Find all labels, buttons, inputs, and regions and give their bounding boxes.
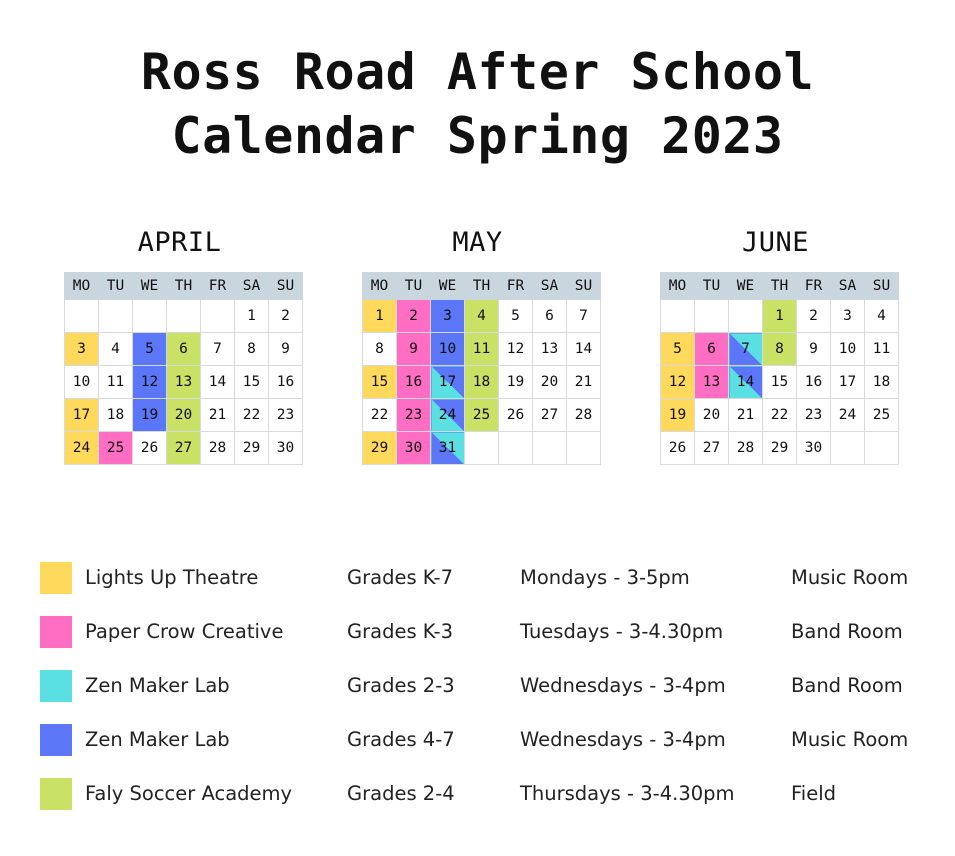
day-cell: 11 xyxy=(465,333,499,366)
day-cell: 10 xyxy=(65,366,99,399)
week-row xyxy=(363,300,601,333)
day-cell: 10 xyxy=(431,333,465,366)
day-cell: 30 xyxy=(269,432,303,465)
program-name: Lights Up Theatre xyxy=(85,566,259,589)
weekday-header: SU xyxy=(269,273,303,300)
program-time: Mondays - 3-5pm xyxy=(520,566,690,589)
day-cell: 24 xyxy=(831,399,865,432)
weekday-header: SA xyxy=(831,273,865,300)
program-time: Wednesdays - 3-4pm xyxy=(520,674,726,697)
day-cell: 16 xyxy=(269,366,303,399)
day-cell: 13 xyxy=(695,366,729,399)
day-cell: 13 xyxy=(533,333,567,366)
day-cell: 17 xyxy=(831,366,865,399)
day-cell: 22 xyxy=(363,399,397,432)
day-cell: 28 xyxy=(567,399,601,432)
empty-day-cell xyxy=(831,432,865,465)
program-name: Faly Soccer Academy xyxy=(85,782,293,805)
day-cell: 2 xyxy=(397,300,431,333)
day-cell: 2 xyxy=(797,300,831,333)
day-cell: 29 xyxy=(235,432,269,465)
day-cell: 13 xyxy=(167,366,201,399)
weekday-header: TH xyxy=(763,273,797,300)
day-cell: 19 xyxy=(133,399,167,432)
day-cell: 29 xyxy=(763,432,797,465)
program-name: Paper Crow Creative xyxy=(85,620,284,643)
day-cell: 7 xyxy=(729,333,763,366)
month-name: APRIL xyxy=(137,227,222,258)
month-name: JUNE xyxy=(741,227,810,258)
week-row xyxy=(363,432,601,465)
month-may xyxy=(362,228,593,465)
day-cell: 12 xyxy=(133,366,167,399)
month-name: MAY xyxy=(452,227,503,258)
day-cell: 17 xyxy=(65,399,99,432)
calendar-grid xyxy=(64,272,303,465)
weekday-header: WE xyxy=(431,273,465,300)
program-grades: Grades K-7 xyxy=(347,566,453,589)
legend-row xyxy=(0,722,955,758)
program-name: Zen Maker Lab xyxy=(85,674,230,697)
program-time: Tuesdays - 3-4.30pm xyxy=(520,620,724,643)
day-cell: 23 xyxy=(397,399,431,432)
day-cell: 1 xyxy=(235,300,269,333)
month-june xyxy=(660,228,891,465)
week-row xyxy=(661,300,899,333)
weekday-header: TU xyxy=(99,273,133,300)
program-room: Band Room xyxy=(791,674,903,697)
legend-row xyxy=(0,560,955,596)
weekday-header-row xyxy=(363,273,601,300)
day-cell: 1 xyxy=(363,300,397,333)
day-cell: 17 xyxy=(431,366,465,399)
empty-day-cell xyxy=(695,300,729,333)
week-row xyxy=(661,399,899,432)
empty-day-cell xyxy=(133,300,167,333)
day-cell: 21 xyxy=(567,366,601,399)
day-cell: 15 xyxy=(363,366,397,399)
weekday-header: FR xyxy=(797,273,831,300)
day-cell: 8 xyxy=(763,333,797,366)
program-room: Field xyxy=(791,782,837,805)
day-cell: 14 xyxy=(729,366,763,399)
day-cell: 6 xyxy=(695,333,729,366)
color-swatch xyxy=(40,562,72,594)
day-cell: 8 xyxy=(235,333,269,366)
day-cell: 14 xyxy=(567,333,601,366)
weekday-header: TH xyxy=(465,273,499,300)
empty-day-cell xyxy=(465,432,499,465)
program-grades: Grades 2-4 xyxy=(347,782,455,805)
day-cell: 27 xyxy=(695,432,729,465)
day-cell: 18 xyxy=(465,366,499,399)
weekday-header-row xyxy=(65,273,303,300)
day-cell: 29 xyxy=(363,432,397,465)
day-cell: 15 xyxy=(763,366,797,399)
program-room: Band Room xyxy=(791,620,903,643)
program-name: Zen Maker Lab xyxy=(85,728,230,751)
day-cell: 7 xyxy=(567,300,601,333)
weekday-header: TU xyxy=(695,273,729,300)
page-title xyxy=(0,40,955,168)
day-cell: 18 xyxy=(865,366,899,399)
day-cell: 21 xyxy=(201,399,235,432)
day-cell: 26 xyxy=(133,432,167,465)
day-cell: 31 xyxy=(431,432,465,465)
day-cell: 24 xyxy=(431,399,465,432)
day-cell: 23 xyxy=(269,399,303,432)
day-cell: 9 xyxy=(797,333,831,366)
day-cell: 9 xyxy=(397,333,431,366)
day-cell: 11 xyxy=(99,366,133,399)
week-row xyxy=(363,399,601,432)
day-cell: 4 xyxy=(865,300,899,333)
day-cell: 3 xyxy=(831,300,865,333)
month-april xyxy=(64,228,295,465)
empty-day-cell xyxy=(201,300,235,333)
day-cell: 3 xyxy=(65,333,99,366)
day-cell: 18 xyxy=(99,399,133,432)
weekday-header: FR xyxy=(499,273,533,300)
day-cell: 23 xyxy=(797,399,831,432)
day-cell: 25 xyxy=(465,399,499,432)
weekday-header: SA xyxy=(533,273,567,300)
day-cell: 4 xyxy=(99,333,133,366)
week-row xyxy=(363,366,601,399)
day-cell: 30 xyxy=(397,432,431,465)
day-cell: 12 xyxy=(661,366,695,399)
week-row xyxy=(661,333,899,366)
day-cell: 25 xyxy=(99,432,133,465)
legend-row xyxy=(0,776,955,812)
week-row xyxy=(65,333,303,366)
day-cell: 22 xyxy=(763,399,797,432)
day-cell: 12 xyxy=(499,333,533,366)
day-cell: 6 xyxy=(167,333,201,366)
day-cell: 19 xyxy=(661,399,695,432)
day-cell: 16 xyxy=(797,366,831,399)
empty-day-cell xyxy=(167,300,201,333)
program-room: Music Room xyxy=(791,566,909,589)
empty-day-cell xyxy=(99,300,133,333)
empty-day-cell xyxy=(729,300,763,333)
program-time: Wednesdays - 3-4pm xyxy=(520,728,726,751)
calendar-grid xyxy=(362,272,601,465)
day-cell: 8 xyxy=(363,333,397,366)
weekday-header: WE xyxy=(729,273,763,300)
week-row xyxy=(65,399,303,432)
weekday-header-row xyxy=(661,273,899,300)
weekday-header: SU xyxy=(567,273,601,300)
week-row xyxy=(363,333,601,366)
day-cell: 19 xyxy=(499,366,533,399)
program-grades: Grades K-3 xyxy=(347,620,453,643)
weekday-header: MO xyxy=(661,273,695,300)
calendar-grid xyxy=(660,272,899,465)
day-cell: 21 xyxy=(729,399,763,432)
empty-day-cell xyxy=(661,300,695,333)
program-grades: Grades 2-3 xyxy=(347,674,455,697)
day-cell: 5 xyxy=(133,333,167,366)
week-row xyxy=(661,432,899,465)
day-cell: 1 xyxy=(763,300,797,333)
day-cell: 20 xyxy=(167,399,201,432)
day-cell: 22 xyxy=(235,399,269,432)
day-cell: 9 xyxy=(269,333,303,366)
week-row xyxy=(65,300,303,333)
day-cell: 11 xyxy=(865,333,899,366)
weekday-header: SU xyxy=(865,273,899,300)
day-cell: 25 xyxy=(865,399,899,432)
empty-day-cell xyxy=(65,300,99,333)
week-row xyxy=(65,432,303,465)
day-cell: 6 xyxy=(533,300,567,333)
weekday-header: MO xyxy=(363,273,397,300)
day-cell: 2 xyxy=(269,300,303,333)
week-row xyxy=(65,366,303,399)
day-cell: 14 xyxy=(201,366,235,399)
program-room: Music Room xyxy=(791,728,909,751)
day-cell: 26 xyxy=(499,399,533,432)
weekday-header: TH xyxy=(167,273,201,300)
week-row xyxy=(661,366,899,399)
day-cell: 16 xyxy=(397,366,431,399)
weekday-header: FR xyxy=(201,273,235,300)
day-cell: 5 xyxy=(499,300,533,333)
day-cell: 30 xyxy=(797,432,831,465)
day-cell: 15 xyxy=(235,366,269,399)
day-cell: 24 xyxy=(65,432,99,465)
color-swatch xyxy=(40,616,72,648)
empty-day-cell xyxy=(865,432,899,465)
color-swatch xyxy=(40,724,72,756)
day-cell: 20 xyxy=(695,399,729,432)
title-line-2: Calendar Spring 2023 xyxy=(171,107,784,165)
day-cell: 26 xyxy=(661,432,695,465)
color-swatch xyxy=(40,778,72,810)
empty-day-cell xyxy=(499,432,533,465)
day-cell: 10 xyxy=(831,333,865,366)
weekday-header: TU xyxy=(397,273,431,300)
weekday-header: MO xyxy=(65,273,99,300)
color-swatch xyxy=(40,670,72,702)
day-cell: 27 xyxy=(167,432,201,465)
program-time: Thursdays - 3-4.30pm xyxy=(520,782,735,805)
empty-day-cell xyxy=(567,432,601,465)
day-cell: 20 xyxy=(533,366,567,399)
day-cell: 27 xyxy=(533,399,567,432)
program-grades: Grades 4-7 xyxy=(347,728,455,751)
weekday-header: SA xyxy=(235,273,269,300)
day-cell: 28 xyxy=(729,432,763,465)
empty-day-cell xyxy=(533,432,567,465)
day-cell: 5 xyxy=(661,333,695,366)
title-line-1: Ross Road After School xyxy=(140,43,815,101)
day-cell: 4 xyxy=(465,300,499,333)
day-cell: 7 xyxy=(201,333,235,366)
legend-row xyxy=(0,668,955,704)
day-cell: 3 xyxy=(431,300,465,333)
legend-row xyxy=(0,614,955,650)
day-cell: 28 xyxy=(201,432,235,465)
weekday-header: WE xyxy=(133,273,167,300)
